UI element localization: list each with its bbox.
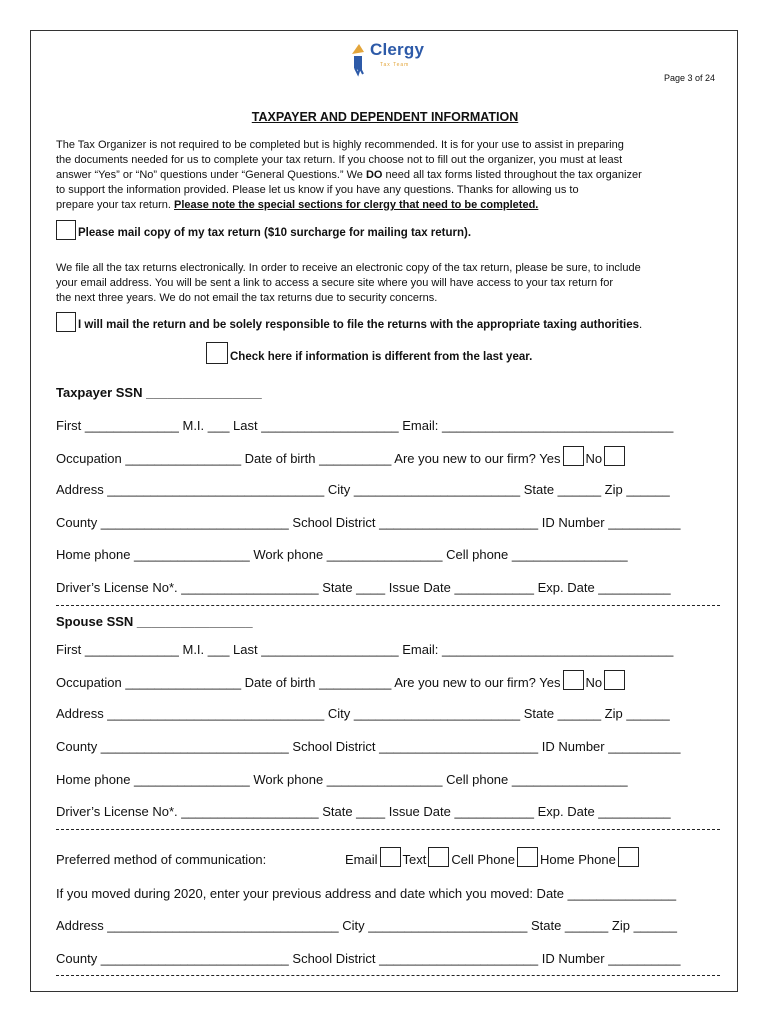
prev-county-row[interactable]: County __________________________ School District ______________________ ID Number __________ [56, 951, 681, 966]
text-checkbox[interactable] [428, 847, 449, 867]
spouse-new-yes-checkbox[interactable] [563, 670, 584, 690]
taxpayer-ssn[interactable]: Taxpayer SSN ________________ [56, 385, 262, 400]
taxpayer-new-no-checkbox[interactable] [604, 446, 625, 466]
page-number: Page 3 of 24 [663, 73, 715, 83]
spouse-occupation-row: Occupation ________________ Date of birth __________ Are you new to our firm? Yes No [56, 670, 627, 690]
taxpayer-name-row[interactable]: First _____________ M.I. ___ Last ___________________ Email: ________________________________ [56, 418, 674, 433]
logo-text: Clergy [370, 40, 425, 59]
diff-info-option: Check here if information is different from the last year. [206, 342, 532, 364]
home-phone-checkbox[interactable] [618, 847, 639, 867]
communication-options: Email Text Cell Phone Home Phone [345, 847, 641, 867]
logo-subtext: Tax Team [380, 62, 410, 68]
moved-row[interactable]: If you moved during 2020, enter your previous address and date which you moved: Date _______________ [56, 886, 677, 901]
intro-paragraph: The Tax Organizer is not required to be completed but is highly recommended. It is for your use to assist in preparing the documents needed for us to complete your tax return. If you choose not to fill out the organizer, you must at least answer “Yes” or “No” questions under “General Questions.” We DO need all tax forms listed throughout the tax organizer to support the information provided. Please let us know if you have any questions. Thanks for allowing us to prepare your tax return. Please note the special sections for clergy that need to be completed. [56, 139, 642, 211]
spouse-new-no-checkbox[interactable] [604, 670, 625, 690]
divider [56, 829, 720, 830]
spouse-county-row[interactable]: County __________________________ School District ______________________ ID Number __________ [56, 739, 681, 754]
cell-phone-checkbox[interactable] [517, 847, 538, 867]
communication-label: Preferred method of communication: [56, 852, 267, 867]
prev-address-row[interactable]: Address ________________________________ City ______________________ State ______ Zip ______ [56, 918, 677, 933]
email-checkbox[interactable] [380, 847, 401, 867]
mail-copy-option: Please mail copy of my tax return ($10 surcharge for mailing tax return). [56, 220, 471, 240]
diff-info-checkbox[interactable] [206, 342, 228, 364]
divider [56, 605, 720, 606]
self-mail-checkbox[interactable] [56, 312, 76, 332]
efile-paragraph: We file all the tax returns electronically. In order to receive an electronic copy of the tax return, please be sure, to include your email address. You will be sent a link to access a secure site where you will have access to your tax return for the next three years. We do not email the tax returns due to security concerns. [56, 262, 641, 304]
spouse-license-row[interactable]: Driver’s License No*. ___________________ State ____ Issue Date ___________ Exp. Date __________ [56, 804, 671, 819]
taxpayer-address-row[interactable]: Address ______________________________ City _______________________ State ______ Zip ______ [56, 482, 670, 497]
self-mail-option: I will mail the return and be solely responsible to file the returns with the appropriate taxing authorities. [56, 312, 642, 332]
spouse-name-row[interactable]: First _____________ M.I. ___ Last ___________________ Email: ________________________________ [56, 642, 674, 657]
clergy-logo [350, 38, 430, 80]
mail-copy-checkbox[interactable] [56, 220, 76, 240]
taxpayer-county-row[interactable]: County __________________________ School District ______________________ ID Number __________ [56, 515, 681, 530]
page-title: TAXPAYER AND DEPENDENT INFORMATION [251, 110, 519, 124]
spouse-phone-row[interactable]: Home phone ________________ Work phone ________________ Cell phone ________________ [56, 772, 628, 787]
spouse-ssn[interactable]: Spouse SSN ________________ [56, 614, 253, 629]
taxpayer-license-row[interactable]: Driver’s License No*. ___________________ State ____ Issue Date ___________ Exp. Date __________ [56, 580, 671, 595]
taxpayer-occupation-row: Occupation ________________ Date of birth __________ Are you new to our firm? Yes No [56, 446, 627, 466]
spouse-address-row[interactable]: Address ______________________________ City _______________________ State ______ Zip ______ [56, 706, 670, 721]
divider [56, 975, 720, 976]
taxpayer-phone-row[interactable]: Home phone ________________ Work phone ________________ Cell phone ________________ [56, 547, 628, 562]
taxpayer-new-yes-checkbox[interactable] [563, 446, 584, 466]
